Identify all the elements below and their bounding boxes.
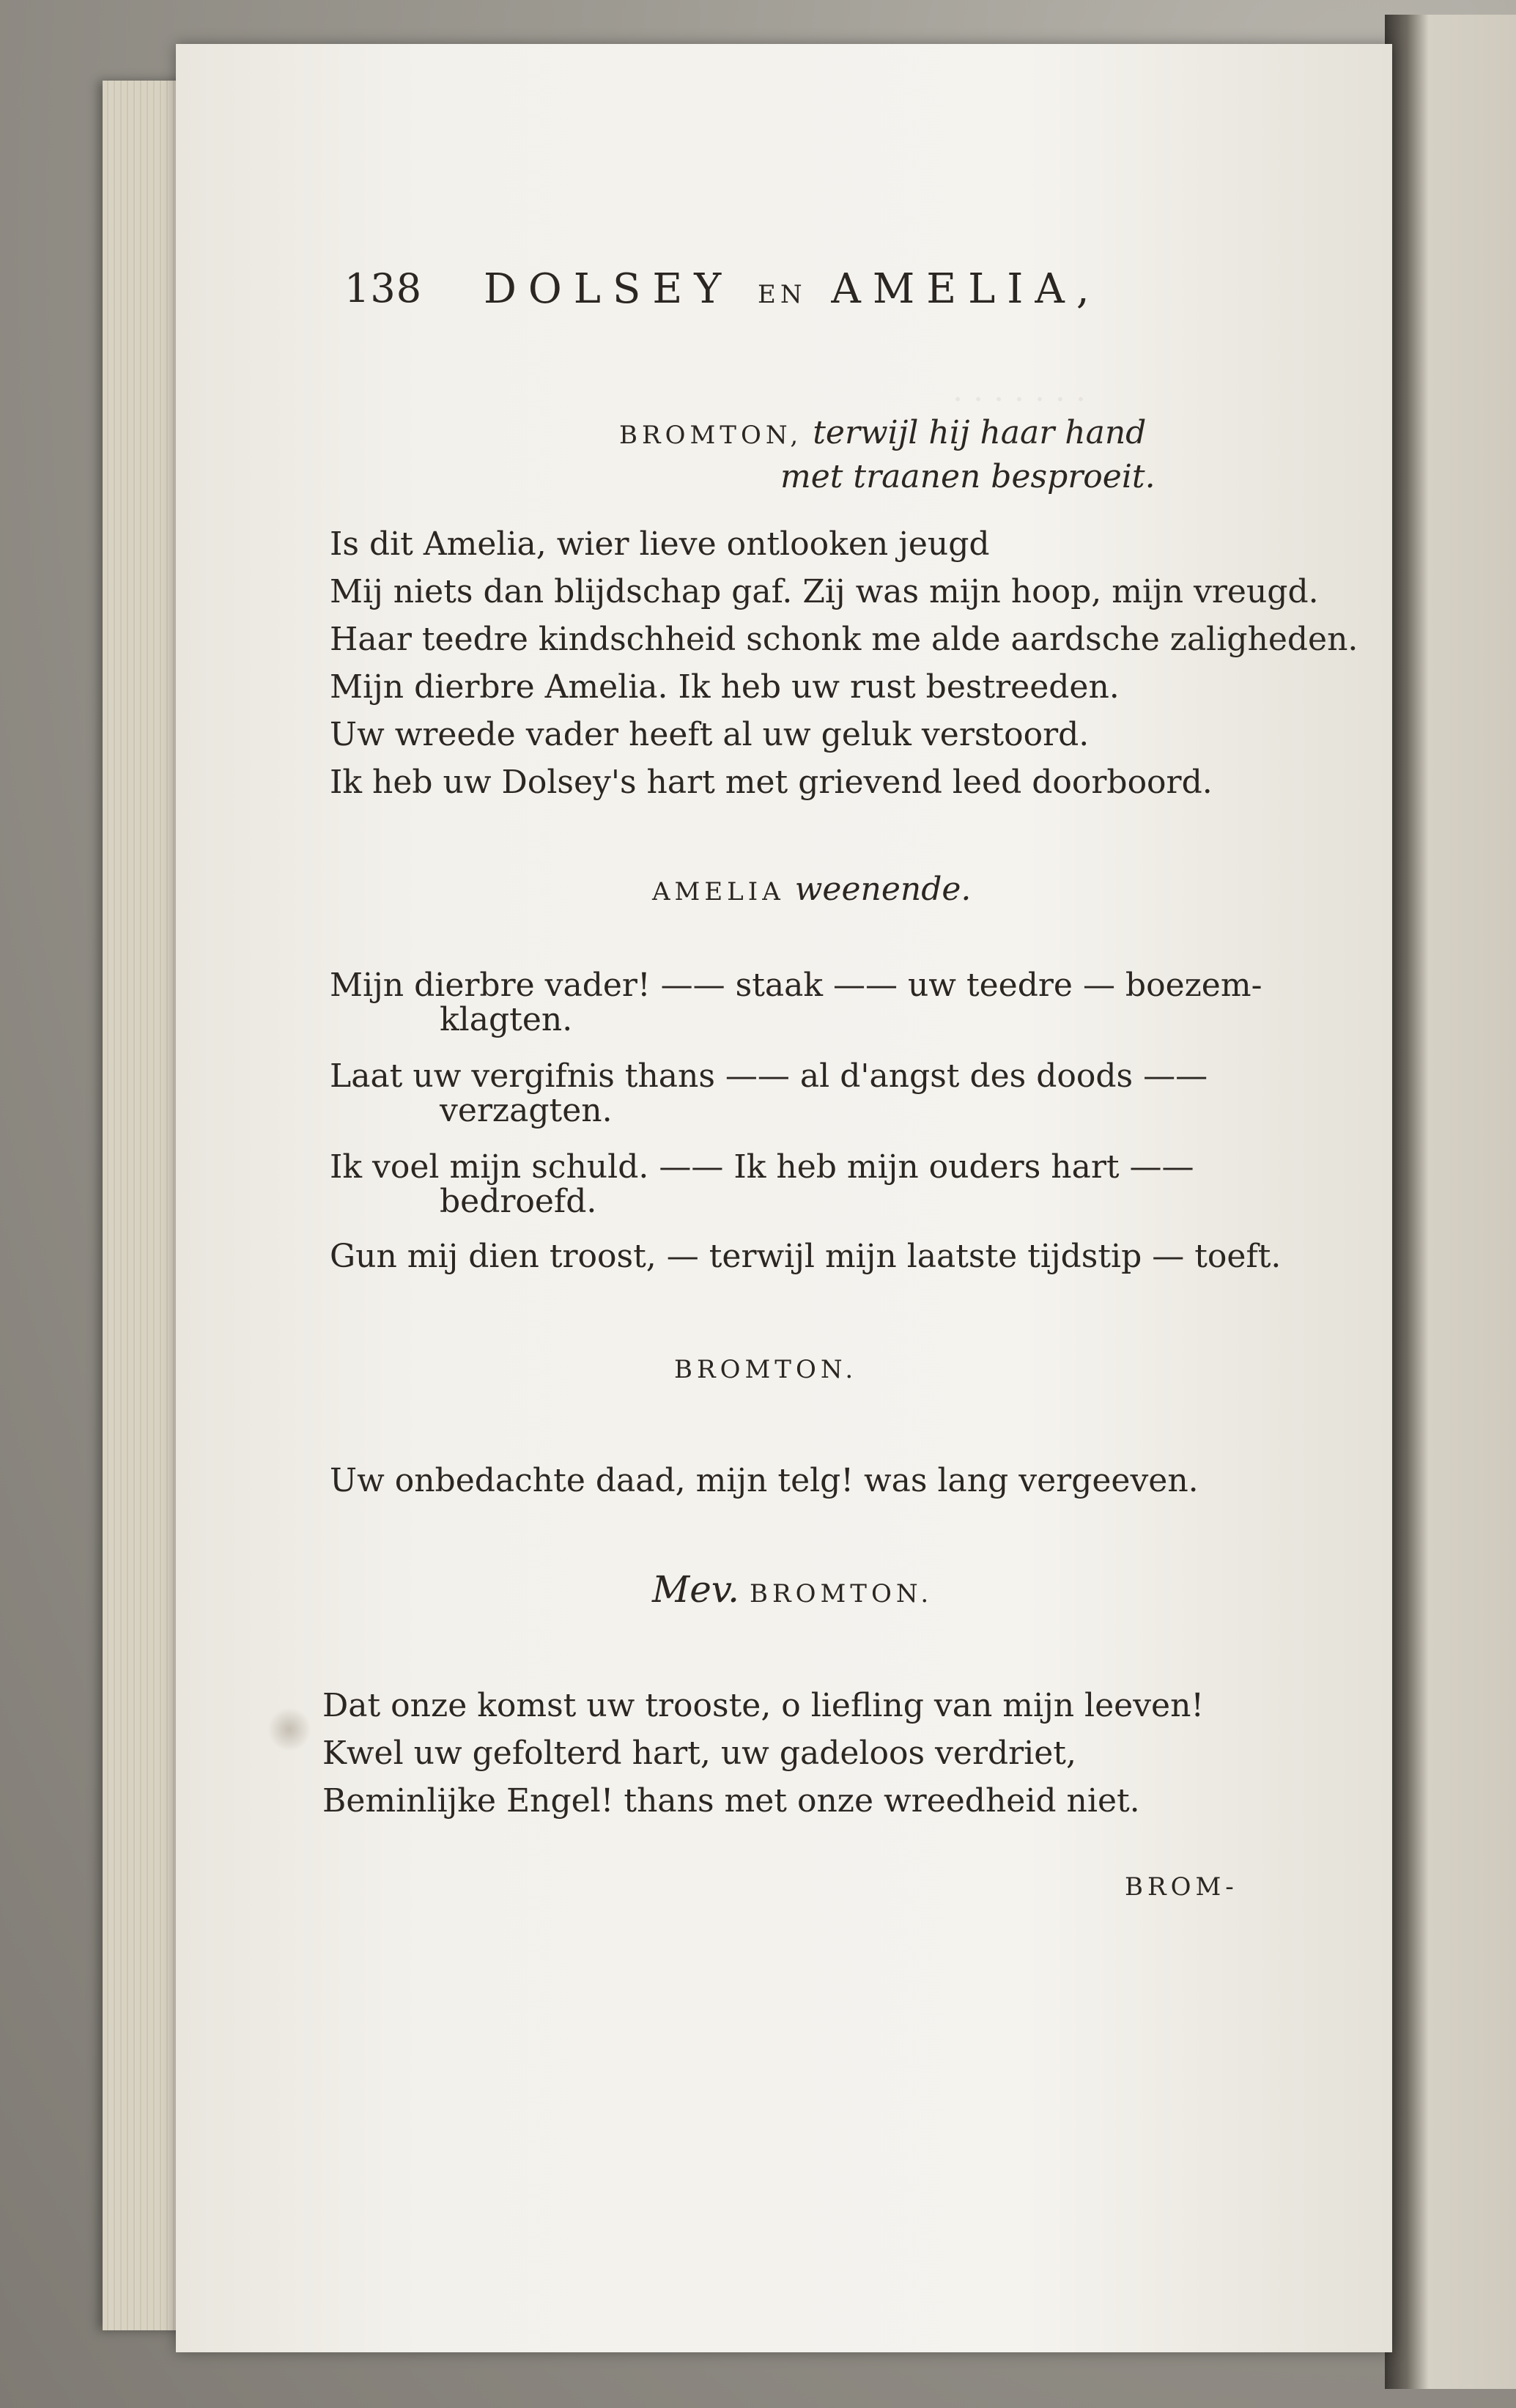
stage-direction-continued: met traanen besproeit. bbox=[780, 458, 1156, 495]
speaker-heading-amelia: AMELIA weenende. bbox=[652, 871, 972, 908]
speaker-heading-bromton-2: BROMTON. bbox=[674, 1355, 858, 1384]
verse-bromton bbox=[330, 520, 1358, 806]
verse-line: Uw wreede vader heeft al uw geluk verstoord. bbox=[330, 716, 1090, 753]
verse-mev-bromton bbox=[322, 1682, 1204, 1825]
verse-line: Is dit Amelia, wier lieve ontlooken jeugd bbox=[330, 525, 990, 563]
verse-line: Kwel uw gefolterd hart, uw gadeloos verdriet, bbox=[322, 1735, 1076, 1772]
verse-line-continuation: verzagten. bbox=[440, 1092, 613, 1129]
facing-page-edge bbox=[1385, 15, 1516, 2389]
verse-line: Laat uw vergifnis thans —— al d'angst des doods —— bbox=[330, 1057, 1208, 1095]
speaker-heading-mev-bromton: Mev. BROMTON. bbox=[652, 1568, 933, 1611]
verse-amelia bbox=[330, 967, 1281, 1280]
verse-line: Mijn dierbre vader! —— staak —— uw teedre — boezem- bbox=[330, 967, 1262, 1004]
verse-line-continuation: klagten. bbox=[440, 1001, 573, 1038]
verse-bromton-2 bbox=[330, 1457, 1199, 1504]
page-number: 138 bbox=[344, 265, 423, 311]
verse-line: Ik voel mijn schuld. —— Ik heb mijn ouders hart —— bbox=[330, 1148, 1194, 1186]
verse-line: Haar teedre kindschheid schonk me alde aardsche zaligheden. bbox=[330, 621, 1358, 658]
verse-line: Mijn dierbre Amelia. Ik heb uw rust bestreeden. bbox=[330, 668, 1120, 706]
verse-line: Uw onbedachte daad, mijn telg! was lang vergeeven. bbox=[330, 1462, 1199, 1499]
catchword: BROM- bbox=[1125, 1872, 1238, 1902]
paper-stain bbox=[267, 1707, 311, 1751]
verse-line: Beminlijke Engel! thans met onze wreedheid niet. bbox=[322, 1782, 1140, 1820]
verse-line: Dat onze komst uw trooste, o liefling van mijn leeven! bbox=[322, 1687, 1205, 1724]
verse-line: Gun mij dien troost, — terwijl mijn laatste tijdstip — toeft. bbox=[330, 1238, 1282, 1275]
verse-line: Ik heb uw Dolsey's hart met grievend leed doorboord. bbox=[330, 764, 1213, 801]
verse-line: Mij niets dan blijdschap gaf. Zij was mijn hoop, mijn vreugd. bbox=[330, 573, 1319, 610]
running-title: DOLSEY EN AMELIA, bbox=[484, 265, 1101, 313]
speaker-heading-bromton: BROMTON, terwijl hij haar hand bbox=[619, 414, 1147, 451]
show-through-text: · · · · · · · bbox=[953, 381, 1086, 418]
verse-line-continuation: bedroefd. bbox=[440, 1183, 597, 1220]
running-header bbox=[344, 265, 1150, 331]
